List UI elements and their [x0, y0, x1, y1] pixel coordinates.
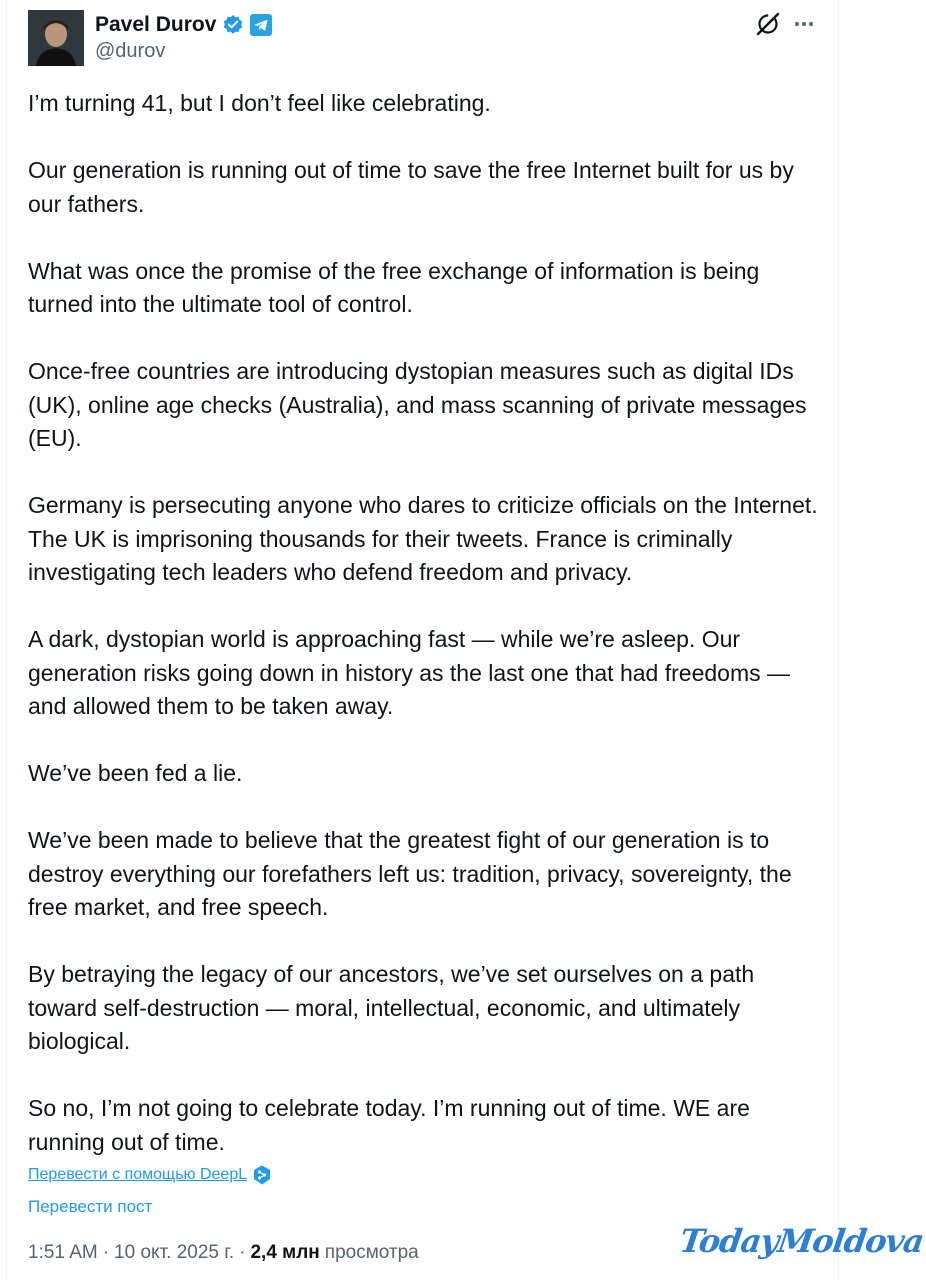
- watermark-logo: TodayMoldova: [677, 1222, 926, 1260]
- post-paragraph: By betraying the legacy of our ancestors, we’ve set ourselves on a path toward self-destruction — moral, intellectual, economic, and ultimately biological.: [28, 961, 755, 1054]
- post-paragraph: So no, I’m not going to celebrate today. I’m running out of time. WE are running out of time.: [28, 1095, 750, 1155]
- translate-post-link[interactable]: Перевести пост: [28, 1197, 153, 1216]
- deepl-icon: [253, 1165, 271, 1185]
- post-paragraph: We’ve been fed a lie.: [28, 760, 243, 786]
- post-date[interactable]: 10 окт. 2025 г.: [114, 1242, 235, 1263]
- meta-separator: ·: [102, 1242, 110, 1263]
- meta-separator: ·: [239, 1242, 246, 1263]
- translate-deepl-label[interactable]: Перевести с помощью DeepL: [28, 1166, 248, 1183]
- more-icon[interactable]: [792, 12, 816, 36]
- translate-deepl-link[interactable]: [28, 1163, 271, 1187]
- grok-icon[interactable]: [755, 11, 781, 37]
- telegram-icon[interactable]: [250, 14, 272, 36]
- views-count: 2,4 млн: [250, 1242, 320, 1263]
- post-paragraph: Germany is persecuting anyone who dares to criticize officials on the Internet. The UK is imprisoning thousands for their tweets. France is criminally investigating tech leaders who defend freedom and privacy.: [28, 492, 818, 585]
- verified-badge-icon: [222, 14, 244, 36]
- post-paragraph: A dark, dystopian world is approaching fast — while we’re asleep. Our generation risks going down in history as the last one that had freedoms — and allowed them to be taken away.: [28, 626, 790, 719]
- avatar[interactable]: [28, 10, 84, 66]
- post-paragraph: I’m turning 41, but I don’t feel like celebrating.: [28, 90, 491, 116]
- post-text: [28, 87, 818, 1159]
- post-paragraph: Our generation is running out of time to save the free Internet built for us by our fathers.: [28, 157, 794, 217]
- post-time[interactable]: 1:51 AM: [28, 1242, 98, 1263]
- post-paragraph: What was once the promise of the free exchange of information is being turned into the ultimate tool of control.: [28, 257, 760, 317]
- post-meta: [28, 1242, 419, 1264]
- post-paragraph: We’ve been made to believe that the greatest fight of our generation is to destroy everything our forefathers left us: tradition, privacy, sovereignty, the free market, and free speech.: [28, 827, 792, 920]
- author-name[interactable]: Pavel Durov: [95, 13, 217, 36]
- post-paragraph: Once-free countries are introducing dystopian measures such as digital IDs (UK), online age checks (Australia), and mass scanning of private messages (EU).: [28, 358, 807, 451]
- views-label: просмотра: [324, 1242, 419, 1263]
- author-handle[interactable]: @durov: [95, 40, 166, 62]
- author-name-row: [95, 12, 272, 38]
